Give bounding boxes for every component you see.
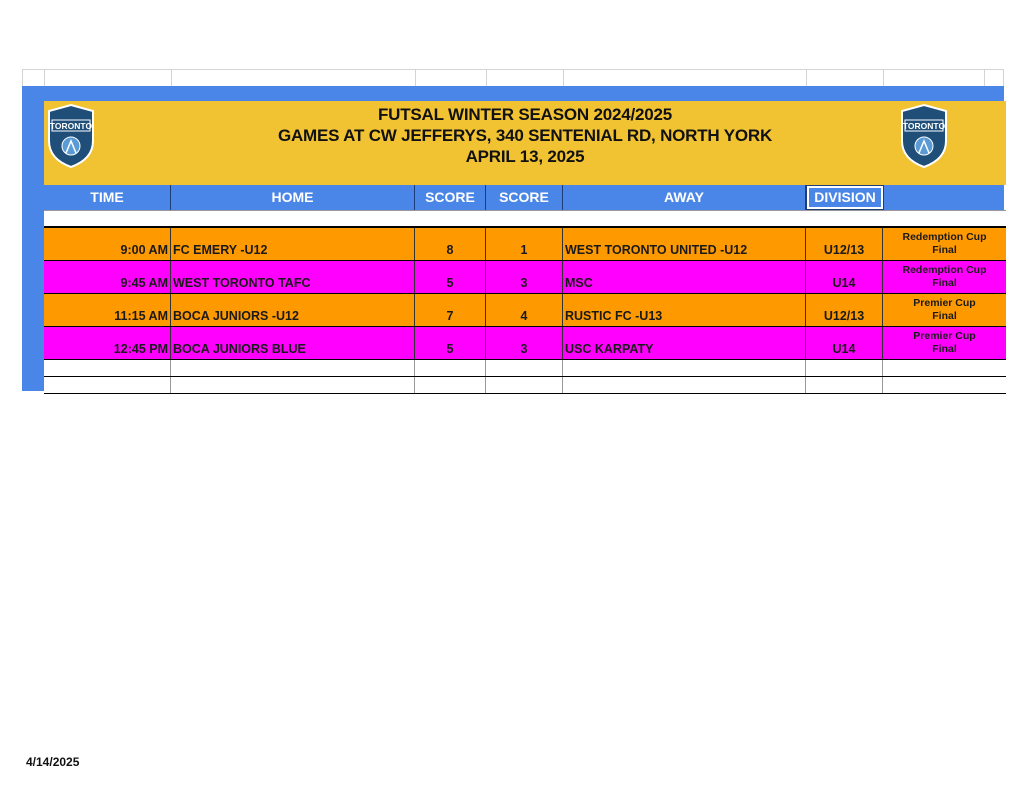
cell-round-note: [883, 294, 1006, 326]
grid-col: [486, 69, 487, 86]
cell-home-score: 7: [415, 294, 486, 326]
spacer-row: [44, 210, 1006, 226]
logo-text: TORONTO: [49, 121, 93, 131]
game-row: [44, 327, 1006, 360]
empty-cell: [171, 377, 415, 393]
grid-col: [883, 69, 884, 86]
spreadsheet: [22, 69, 1004, 391]
header-division: DIVISION: [807, 186, 883, 209]
cell-home-team: BOCA JUNIORS BLUE: [171, 327, 415, 359]
header-home-score: SCORE: [415, 185, 486, 210]
grid-col: [22, 69, 23, 86]
empty-cell: [486, 360, 563, 376]
cell-away-team: USC KARPATY: [563, 327, 806, 359]
empty-cell: [415, 360, 486, 376]
game-row: [44, 228, 1006, 261]
grid-col: [1003, 69, 1004, 86]
empty-cell: [415, 377, 486, 393]
cell-round-note: [883, 261, 1006, 293]
empty-cell: [563, 377, 806, 393]
cell-round-note: [883, 327, 1006, 359]
cell-home-team: BOCA JUNIORS -U12: [171, 294, 415, 326]
cell-away-score: 3: [486, 261, 563, 293]
grid-line: [22, 69, 1004, 70]
empty-cell: [44, 377, 171, 393]
club-crest-icon: [46, 103, 96, 169]
empty-cell: [486, 377, 563, 393]
grid-col: [563, 69, 564, 86]
schedule-frame: [22, 86, 1004, 391]
cell-away-score: 3: [486, 327, 563, 359]
grid-col: [806, 69, 807, 86]
round-note-line: Final: [932, 310, 957, 322]
cell-time: 11:15 AM: [44, 294, 171, 326]
cell-home-score: 5: [415, 261, 486, 293]
venue-title: GAMES AT CW JEFFERYS, 340 SENTENIAL RD, NORTH YORK: [277, 126, 773, 145]
cell-time: 12:45 PM: [44, 327, 171, 359]
club-crest-icon: [899, 103, 949, 169]
header-away-score: SCORE: [486, 185, 563, 210]
round-note-line: Final: [932, 343, 957, 355]
empty-row: [44, 360, 1006, 377]
round-note-line: Redemption Cup: [902, 264, 987, 276]
season-title: FUTSAL WINTER SEASON 2024/2025: [377, 105, 673, 124]
header-away: AWAY: [563, 185, 806, 210]
round-note-line: Premier Cup: [913, 330, 976, 342]
cell-home-score: 8: [415, 228, 486, 260]
cell-division: U12/13: [806, 228, 883, 260]
cell-home-score: 5: [415, 327, 486, 359]
empty-cell: [171, 360, 415, 376]
cell-time: 9:00 AM: [44, 228, 171, 260]
cell-time: 9:45 AM: [44, 261, 171, 293]
empty-row: [44, 377, 1006, 394]
print-date: 4/14/2025: [26, 755, 80, 769]
cell-division: U14: [806, 261, 883, 293]
grid-col: [44, 69, 45, 86]
cell-home-team: FC EMERY -U12: [171, 228, 415, 260]
cell-away-team: RUSTIC FC -U13: [563, 294, 806, 326]
grid-col: [984, 69, 985, 86]
game-row: [44, 294, 1006, 327]
empty-cell: [806, 377, 883, 393]
games-table: [44, 226, 1006, 356]
logo-text: TORONTO: [902, 121, 946, 131]
grid-col: [415, 69, 416, 86]
empty-cell: [806, 360, 883, 376]
cell-home-team: WEST TORONTO TAFC: [171, 261, 415, 293]
empty-cell: [44, 360, 171, 376]
round-note-line: Final: [932, 244, 957, 256]
round-note-line: Final: [932, 277, 957, 289]
cell-away-team: MSC: [563, 261, 806, 293]
cell-division: U14: [806, 327, 883, 359]
cell-away-score: 1: [486, 228, 563, 260]
date-title: APRIL 13, 2025: [465, 147, 585, 166]
cell-away-team: WEST TORONTO UNITED -U12: [563, 228, 806, 260]
header-time: TIME: [44, 185, 171, 210]
cell-division: U12/13: [806, 294, 883, 326]
title-banner: [44, 101, 1006, 185]
round-note-line: Redemption Cup: [902, 231, 987, 243]
header-home: HOME: [171, 185, 415, 210]
grid-col: [171, 69, 172, 86]
game-row: [44, 261, 1006, 294]
round-note-line: Premier Cup: [913, 297, 976, 309]
cell-round-note: [883, 228, 1006, 260]
empty-cell: [563, 360, 806, 376]
cell-away-score: 4: [486, 294, 563, 326]
